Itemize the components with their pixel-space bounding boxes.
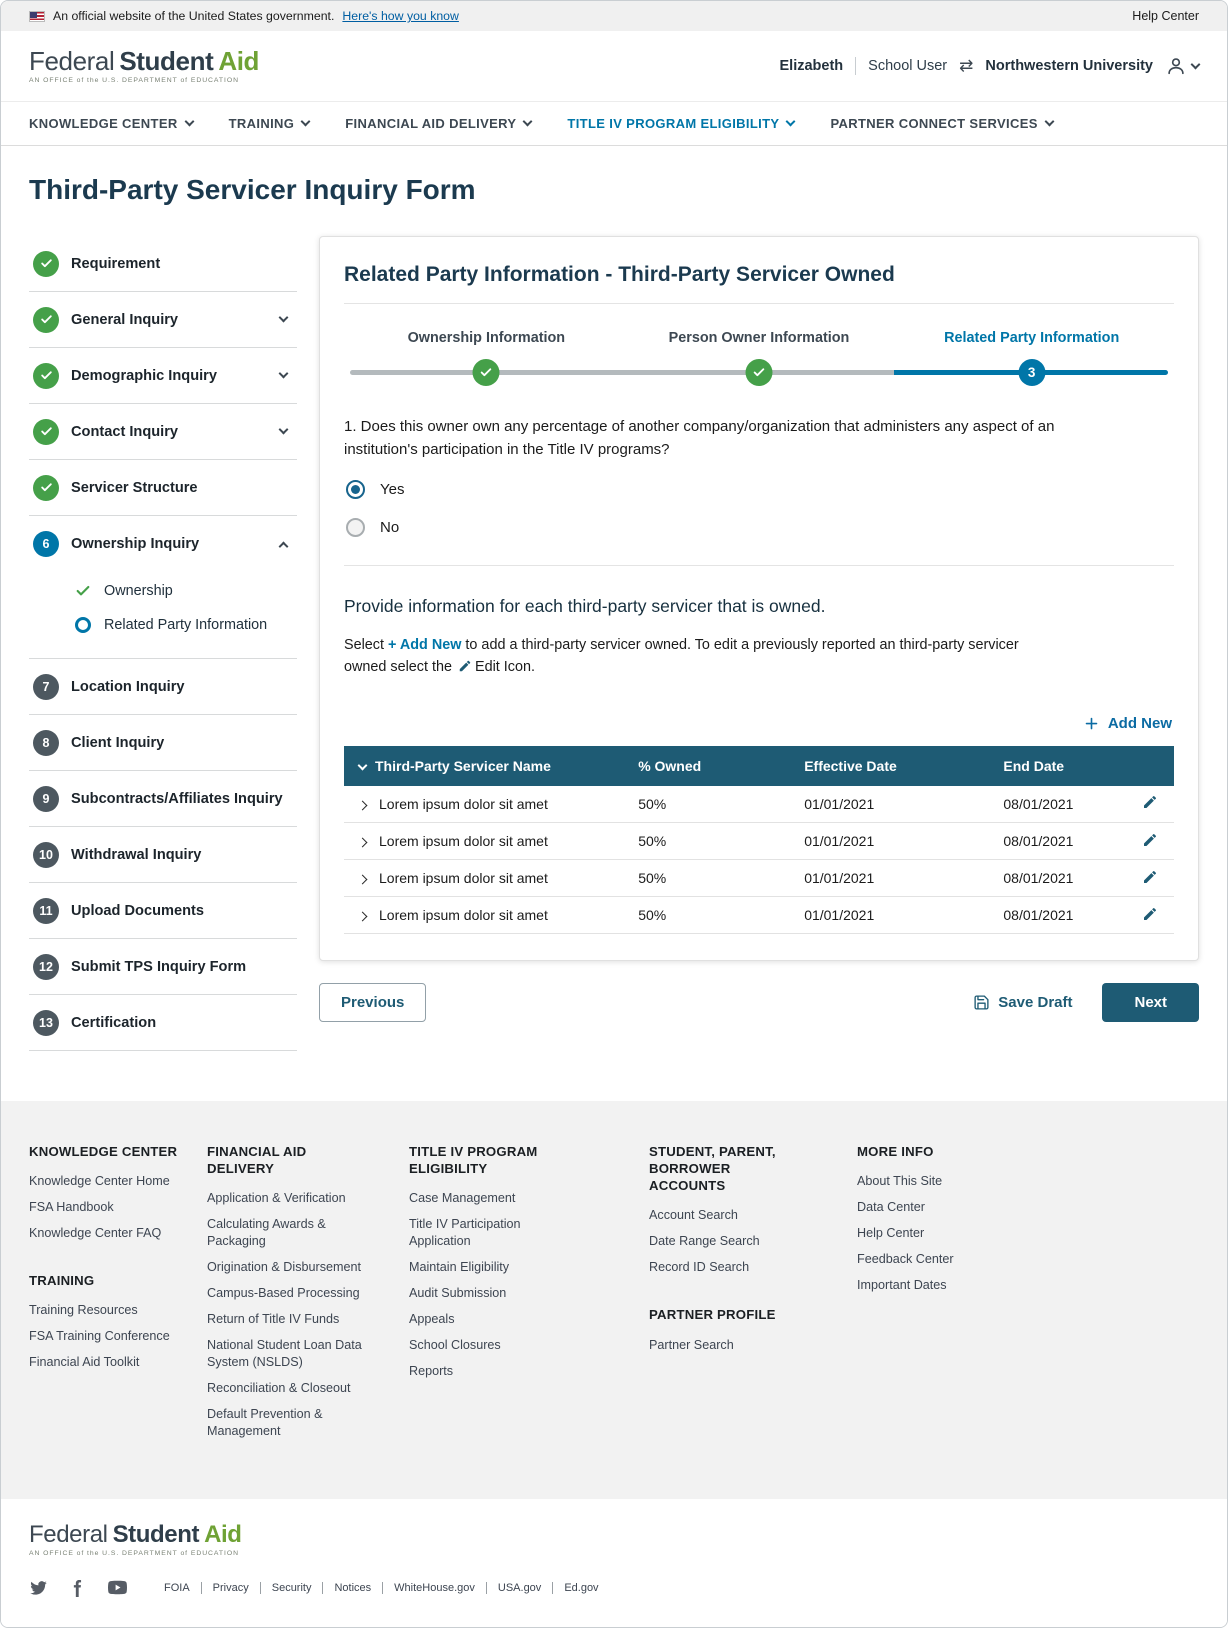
footer-link[interactable]: FSA Handbook: [29, 1200, 114, 1215]
end-date-cell: 08/01/2021: [991, 897, 1124, 934]
plus-icon: [1084, 716, 1099, 731]
effective-date-cell: 01/01/2021: [792, 860, 991, 897]
edit-icon: [458, 659, 472, 673]
footer-link[interactable]: Title IV Participation Application: [409, 1217, 521, 1249]
footer-section-financial-aid-delivery: [207, 1143, 409, 1440]
sidebar-item-servicer-structure[interactable]: Servicer Structure: [29, 460, 297, 516]
nav-financial-aid-delivery[interactable]: FINANCIAL AID DELIVERY: [345, 116, 531, 131]
footer-link[interactable]: Return of Title IV Funds: [207, 1312, 340, 1327]
end-date-cell: 08/01/2021: [991, 786, 1124, 823]
footer-link[interactable]: Reports: [409, 1364, 454, 1379]
nav-training[interactable]: TRAINING: [229, 116, 310, 131]
help-center-link[interactable]: Help Center: [1132, 9, 1199, 23]
user-name[interactable]: Elizabeth: [779, 58, 844, 74]
servicer-name-cell: Lorem ipsum dolor sit amet: [379, 870, 548, 887]
facebook-icon[interactable]: [68, 1578, 87, 1597]
legal-link[interactable]: Security: [260, 1582, 312, 1594]
footer-link[interactable]: Account Search: [649, 1208, 738, 1223]
footer-link[interactable]: Calculating Awards & Packaging: [207, 1217, 326, 1249]
step-label-related-party-information: Related Party Information: [944, 330, 1120, 346]
footer-heading: TITLE IV PROGRAM ELIGIBILITY: [409, 1144, 538, 1177]
logo-student: Student: [119, 45, 214, 76]
add-new-inline-label: + Add New: [388, 637, 462, 653]
how-you-know-link[interactable]: Here's how you know: [342, 9, 459, 23]
footer-link[interactable]: Campus-Based Processing: [207, 1286, 360, 1301]
footer-column-2: [207, 1143, 409, 1449]
current-step-ring-icon: [75, 617, 91, 633]
footer-link[interactable]: Reconciliation & Closeout: [207, 1381, 351, 1396]
footer-section-title-iv-program-eligibility: [409, 1143, 649, 1380]
main-nav: [1, 101, 1227, 146]
sidebar-subitem-related-party-information[interactable]: Related Party Information: [29, 608, 297, 642]
radio-unselected-icon[interactable]: [346, 518, 365, 537]
footer-link[interactable]: Partner Search: [649, 1337, 734, 1352]
servicer-name-cell: Lorem ipsum dolor sit amet: [379, 795, 548, 812]
footer-link[interactable]: Appeals: [409, 1312, 455, 1327]
legal-link[interactable]: Notices: [322, 1582, 371, 1594]
sidebar-item-submit-tps-inquiry-form[interactable]: 12 Submit TPS Inquiry Form: [29, 939, 297, 995]
edit-row-icon[interactable]: [1142, 869, 1158, 885]
footer-heading: KNOWLEDGE CENTER: [29, 1144, 178, 1159]
radio-option-yes[interactable]: Yes: [344, 480, 1174, 499]
footer-link[interactable]: National Student Loan Data System (NSLDS): [207, 1338, 362, 1370]
footer-section-student-parent-borrower-accounts: [649, 1143, 857, 1276]
save-icon: [973, 994, 990, 1011]
section-divider: [344, 565, 1174, 566]
user-role: School User: [868, 58, 948, 74]
percent-owned-cell: 50%: [626, 860, 792, 897]
expand-row-icon[interactable]: [358, 875, 368, 885]
chevron-up-icon: [279, 541, 289, 551]
step-1-check-circle-icon: [473, 359, 500, 386]
next-button[interactable]: Next: [1102, 983, 1199, 1022]
step-2-check-circle-icon: [746, 359, 773, 386]
chevron-down-icon: [279, 425, 289, 435]
footer-link[interactable]: Application & Verification: [207, 1191, 346, 1206]
servicer-name-cell: Lorem ipsum dolor sit amet: [379, 907, 548, 924]
instruction-part-1: Select: [344, 637, 388, 653]
bottom-bar: [1, 1499, 1227, 1627]
chevron-down-icon: [786, 117, 796, 127]
chevron-down-icon: [1044, 117, 1054, 127]
person-icon: [1165, 55, 1187, 77]
footer-link[interactable]: Financial Aid Toolkit: [29, 1355, 140, 1370]
form-actions: [319, 983, 1199, 1022]
chevron-down-icon: [1191, 59, 1201, 69]
table-row: [344, 823, 1174, 860]
footer-heading: MORE INFO: [857, 1144, 934, 1159]
column-header-edit: [1124, 746, 1174, 786]
table-header-row: [344, 746, 1174, 786]
footer-link[interactable]: Record ID Search: [649, 1260, 750, 1275]
footer-section-training: [29, 1272, 207, 1371]
footer-link[interactable]: Knowledge Center FAQ: [29, 1226, 162, 1241]
table-row: [344, 897, 1174, 934]
footer-link[interactable]: Help Center: [857, 1226, 925, 1241]
footer-heading: PARTNER PROFILE: [649, 1307, 776, 1323]
footer-link[interactable]: Important Dates: [857, 1278, 947, 1293]
footer-column-1: [29, 1143, 207, 1449]
fsa-logo[interactable]: [29, 45, 260, 85]
nav-partner-connect-services[interactable]: PARTNER CONNECT SERVICES: [830, 116, 1052, 131]
step-number-badge: 10: [33, 842, 59, 868]
chevron-down-icon: [523, 117, 533, 127]
effective-date-cell: 01/01/2021: [792, 823, 991, 860]
check-circle-icon: [33, 419, 59, 445]
chevron-down-icon: [184, 117, 194, 127]
sort-chevron-icon: [358, 760, 368, 770]
sidebar-item-general-inquiry[interactable]: General Inquiry: [29, 292, 297, 348]
gov-banner: [1, 1, 1227, 31]
check-circle-icon: [33, 307, 59, 333]
step-3-current-indicator: 3: [1018, 359, 1045, 386]
add-new-button[interactable]: Add New: [1084, 715, 1172, 732]
provide-heading: Provide information for each third-party servicer that is owned.: [344, 596, 826, 616]
sidebar-item-client-inquiry[interactable]: 8 Client Inquiry: [29, 715, 297, 771]
end-date-cell: 08/01/2021: [991, 823, 1124, 860]
footer-link[interactable]: Data Center: [857, 1200, 925, 1215]
related-party-card: [319, 236, 1199, 961]
fsa-logo-footer[interactable]: Federal Student Aid AN OFFICE of the U.S. DEPARTMENT of EDUCATION: [29, 1521, 242, 1558]
check-circle-icon: [33, 251, 59, 277]
footer-column-5: [857, 1143, 1007, 1449]
check-circle-icon: [33, 363, 59, 389]
check-circle-icon: [33, 475, 59, 501]
logo-aid: Aid: [218, 45, 260, 76]
chevron-down-icon: [279, 369, 289, 379]
sidebar-item-location-inquiry[interactable]: 7 Location Inquiry: [29, 659, 297, 715]
us-flag-icon: [29, 11, 45, 22]
footer-heading: STUDENT, PARENT, BORROWER ACCOUNTS: [649, 1144, 776, 1194]
legal-link[interactable]: Privacy: [201, 1582, 249, 1594]
effective-date-cell: 01/01/2021: [792, 786, 991, 823]
save-draft-button[interactable]: Save Draft: [973, 994, 1072, 1011]
card-title: Related Party Information - Third-Party Servicer Owned: [344, 263, 1174, 304]
end-date-cell: 08/01/2021: [991, 860, 1124, 897]
page-title: Third-Party Servicer Inquiry Form: [29, 174, 476, 205]
footer-section-more-info: [857, 1143, 1007, 1294]
chevron-down-icon: [279, 313, 289, 323]
radio-selected-icon[interactable]: [346, 480, 365, 499]
nav-title-iv-program-eligibility[interactable]: TITLE IV PROGRAM ELIGIBILITY: [567, 116, 794, 131]
column-header-end-date: End Date: [991, 746, 1124, 786]
user-area: [780, 55, 1200, 77]
expand-row-icon[interactable]: [358, 912, 368, 922]
step-number-badge: 7: [33, 674, 59, 700]
footer-heading: TRAINING: [29, 1273, 95, 1289]
site-footer: [1, 1101, 1227, 1499]
switch-institution-icon[interactable]: ⇄: [959, 56, 974, 75]
footer-link[interactable]: School Closures: [409, 1338, 501, 1353]
footer-section-knowledge-center: [29, 1143, 207, 1242]
sidebar-item-certification[interactable]: 13 Certification: [29, 995, 297, 1051]
institution-name[interactable]: Northwestern University: [985, 58, 1153, 74]
progress-stepper: [350, 330, 1168, 386]
footer-link[interactable]: Knowledge Center Home: [29, 1174, 170, 1189]
instruction-part-3: Edit Icon.: [475, 659, 535, 676]
site-header: [1, 31, 1227, 101]
step-number-badge: 13: [33, 1010, 59, 1036]
expand-row-icon[interactable]: [358, 800, 368, 810]
step-number-badge: 8: [33, 730, 59, 756]
sidebar-item-upload-documents[interactable]: 11 Upload Documents: [29, 883, 297, 939]
table-instructions: [344, 634, 1036, 679]
footer-link[interactable]: Default Prevention & Management: [207, 1407, 323, 1439]
sidebar-item-ownership-inquiry[interactable]: 6 Ownership Inquiry: [29, 516, 297, 572]
column-header-percent-owned: % Owned: [626, 746, 792, 786]
sidebar-item-demographic-inquiry[interactable]: Demographic Inquiry: [29, 348, 297, 404]
form-steps-sidebar: [29, 236, 297, 1051]
check-icon: [75, 583, 91, 599]
percent-owned-cell: 50%: [626, 786, 792, 823]
legal-links: [164, 1582, 599, 1594]
youtube-icon[interactable]: [107, 1578, 128, 1597]
table-row: [344, 786, 1174, 823]
sidebar-item-subcontracts-affiliates-inquiry[interactable]: 9 Subcontracts/Affiliates Inquiry: [29, 771, 297, 827]
chevron-down-icon: [301, 117, 311, 127]
percent-owned-cell: 50%: [626, 823, 792, 860]
footer-link[interactable]: Case Management: [409, 1191, 516, 1206]
radio-option-no[interactable]: No: [344, 518, 1174, 537]
sidebar-subitem-ownership[interactable]: Ownership: [29, 574, 297, 608]
legal-link[interactable]: WhiteHouse.gov: [382, 1582, 475, 1594]
step-label-person-owner-information: Person Owner Information: [668, 330, 850, 346]
legal-link[interactable]: Ed.gov: [552, 1582, 598, 1594]
step-label-ownership-information: Ownership Information: [407, 330, 566, 346]
account-menu-button[interactable]: [1165, 55, 1199, 77]
sidebar-item-requirement[interactable]: Requirement: [29, 236, 297, 292]
previous-button[interactable]: Previous: [319, 983, 426, 1022]
percent-owned-cell: 50%: [626, 897, 792, 934]
footer-column-4: [649, 1143, 857, 1449]
nav-knowledge-center[interactable]: KNOWLEDGE CENTER: [29, 116, 193, 131]
servicer-name-cell: Lorem ipsum dolor sit amet: [379, 833, 548, 850]
logo-federal: Federal: [29, 45, 115, 76]
step-number-badge: 6: [33, 531, 59, 557]
banner-text: An official website of the United States government.: [53, 9, 335, 23]
footer-link[interactable]: Date Range Search: [649, 1234, 760, 1249]
footer-link[interactable]: Audit Submission: [409, 1286, 507, 1301]
instruction-part-2: to add a third-party servicer owned. To edit a previously reported an third-party servicer owned select the: [344, 637, 1019, 676]
logo-tagline: AN OFFICE of the U.S. DEPARTMENT of EDUCATION: [29, 76, 239, 84]
question-text: 1. Does this owner own any percentage of another company/organization that administers any aspect of an institution's participation in the Title IV programs?: [344, 418, 1055, 458]
sidebar-item-contact-inquiry[interactable]: Contact Inquiry: [29, 404, 297, 460]
legal-link[interactable]: FOIA: [164, 1581, 190, 1594]
footer-link[interactable]: About This Site: [857, 1174, 943, 1189]
column-header-servicer-name[interactable]: Third-Party Servicer Name: [344, 746, 626, 786]
edit-row-icon[interactable]: [1142, 906, 1158, 922]
footer-heading: FINANCIAL AID DELIVERY: [207, 1144, 307, 1177]
vertical-divider: [855, 57, 856, 75]
legal-link[interactable]: USA.gov: [486, 1582, 541, 1594]
footer-link[interactable]: Training Resources: [29, 1303, 138, 1318]
ownership-inquiry-subitems: [29, 572, 297, 659]
edit-row-icon[interactable]: [1142, 832, 1158, 848]
column-header-effective-date: Effective Date: [792, 746, 991, 786]
step-number-badge: 9: [33, 786, 59, 812]
owned-servicers-table: [344, 746, 1174, 935]
twitter-icon[interactable]: [29, 1578, 48, 1597]
step-number-badge: 12: [33, 954, 59, 980]
footer-link[interactable]: Origination & Disbursement: [207, 1260, 361, 1275]
footer-link[interactable]: FSA Training Conference: [29, 1329, 170, 1344]
footer-section-partner-profile: [649, 1306, 857, 1353]
footer-link[interactable]: Maintain Eligibility: [409, 1260, 510, 1275]
main-content: [1, 146, 1227, 1101]
table-row: [344, 860, 1174, 897]
expand-row-icon[interactable]: [358, 838, 368, 848]
sidebar-item-withdrawal-inquiry[interactable]: 10 Withdrawal Inquiry: [29, 827, 297, 883]
footer-column-3: [409, 1143, 649, 1449]
footer-link[interactable]: Feedback Center: [857, 1252, 954, 1267]
edit-row-icon[interactable]: [1142, 794, 1158, 810]
step-number-badge: 11: [33, 898, 59, 924]
effective-date-cell: 01/01/2021: [792, 897, 991, 934]
